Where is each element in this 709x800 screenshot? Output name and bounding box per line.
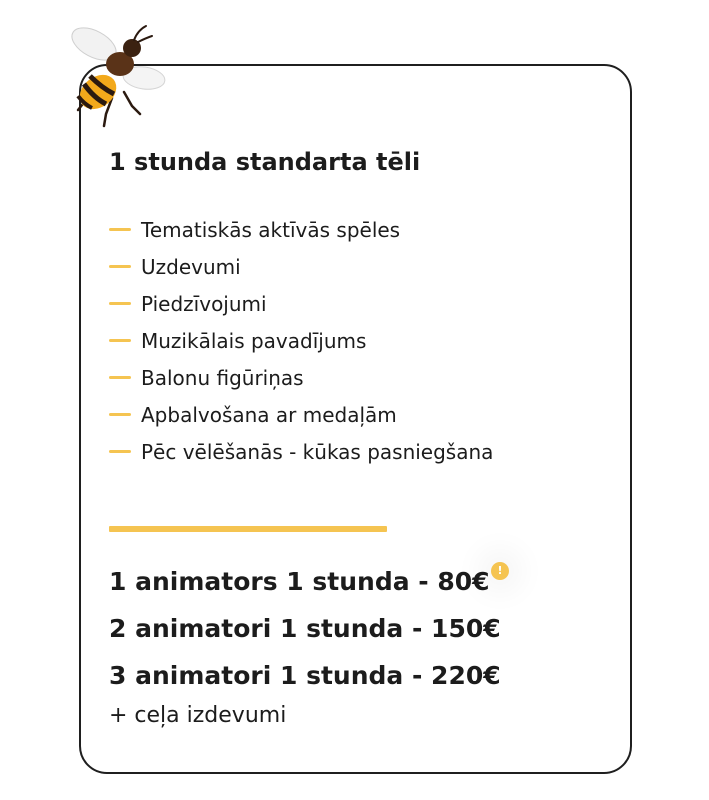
price-line: 2 animatori 1 stunda - 150€: [109, 614, 501, 643]
feature-label: Piedzīvojumi: [141, 291, 267, 316]
feature-label: Pēc vēlēšanās - kūkas pasniegšana: [141, 439, 494, 464]
feature-item: [109, 396, 493, 433]
dash-icon: [109, 339, 131, 342]
feature-item: [109, 433, 493, 470]
dash-icon: [109, 376, 131, 379]
feature-label: Balonu figūriņas: [141, 365, 304, 390]
feature-label: Uzdevumi: [141, 254, 241, 279]
divider: [109, 526, 387, 532]
feature-item: [109, 248, 493, 285]
feature-label: Tematiskās aktīvās spēles: [141, 217, 401, 242]
feature-label: Muzikālais pavadījums: [141, 328, 367, 353]
feature-item: [109, 359, 493, 396]
feature-item: [109, 322, 493, 359]
price-line: 3 animatori 1 stunda - 220€: [109, 661, 501, 690]
price-list: [109, 558, 501, 733]
dash-icon: [109, 450, 131, 453]
dash-icon: [109, 228, 131, 231]
feature-label: Apbalvošana ar medaļām: [141, 402, 397, 427]
dash-icon: [109, 302, 131, 305]
feature-item: [109, 285, 493, 322]
dash-icon: [109, 265, 131, 268]
card-title: 1 stunda standarta tēli: [109, 148, 421, 176]
bee-icon: [54, 22, 170, 132]
info-badge-icon[interactable]: !: [491, 562, 509, 580]
price-line: 1 animators 1 stunda - 80€: [109, 567, 490, 596]
dash-icon: [109, 413, 131, 416]
feature-item: [109, 211, 493, 248]
pricing-card: [79, 64, 632, 774]
feature-list: [109, 211, 493, 470]
travel-costs-note: + ceļa izdevumi: [109, 703, 287, 728]
